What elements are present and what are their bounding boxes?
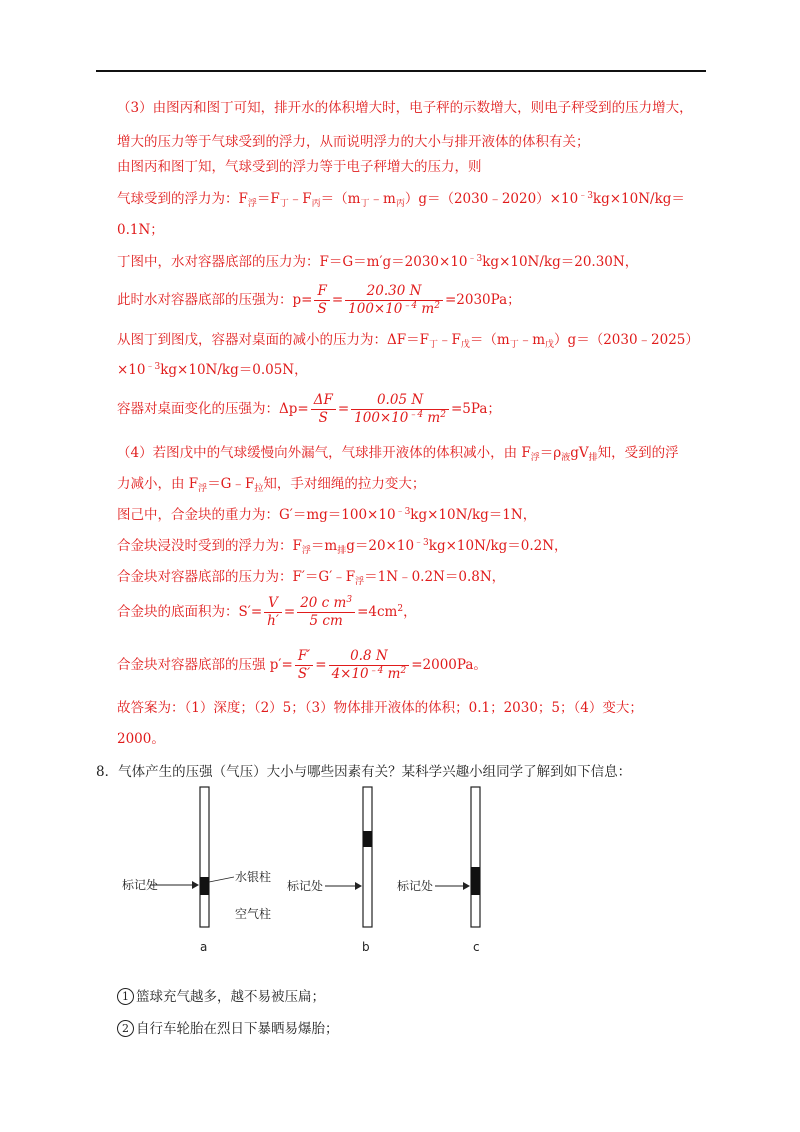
info-item-1 (117, 987, 325, 1007)
mark-label-a: 标记处 (122, 878, 159, 892)
answer-line-7: 此时水对容器底部的压强为：p= $\frac{F}{S}$ = $\frac{20.30 N}{100\times 10^{﹣4} m^2}$ =2030Pa； (117, 283, 521, 317)
tube-a (200, 787, 209, 927)
answer-line-6: 丁图中，水对容器底部的压力为：$F=G=m'g=2030\times 10^{﹣3}kg\times 10N/kg=20.30N$， (117, 254, 639, 270)
answer-line-16: 合金块的底面积为：S′= $\frac{V}{h'}$ = $\frac{20 c m^3}{5 cm}$ $=4cm^2$， (117, 595, 417, 629)
info-item-2 (117, 1019, 339, 1039)
answer-line-4: 气球受到的浮力为：$F_浮=F_丁﹣F_丙=(m_丁﹣m_丙)g=(2030﹣2020)\times 10^{﹣3}kg\times 10N/kg=$ (117, 191, 685, 209)
answer-line-10: 容器对桌面变化的压强为：Δp= $\frac{\Delta F}{S}$ = $\frac{0.05 N}{100\times 10^{﹣4} m^2}$ =5Pa； (117, 392, 501, 426)
mercury-column-a (200, 877, 209, 895)
info-item-text: 自行车轮胎在烈日下暴晒易爆胎； (136, 1021, 339, 1037)
answer-line-5: 0.1N； (117, 222, 164, 238)
answer-line-17: 合金块对容器底部的压强 p′= $\frac{F'}{S'}$ = $\frac{0.8 N}{4\times 10^{﹣4} m^2}$ =2000Pa。 (117, 648, 487, 682)
answer-line-15: 合金块对容器底部的压力为：$F'=G'﹣F_浮=1N﹣0.2N=0.8N$， (117, 569, 506, 587)
answer-line-1: （3）由图丙和图丁可知，排开水的体积增大时，电子秤的示数增大，则电子秤受到的压力增大， (117, 100, 693, 116)
answer-line-8: 从图丁到图戊，容器对桌面的减小的压力为：$\Delta F=F_丁﹣F_戊=(m_丁﹣m_戊)g=(2030﹣2025)$ (117, 332, 699, 350)
arrow-a-head (192, 881, 199, 889)
mercury-column-c (471, 867, 480, 895)
answer-line-14: 合金块浸没时受到的浮力为：$F_浮=m_排g=20\times 10^{﹣3}kg\times 10N/kg=0.2N$， (117, 538, 568, 556)
mark-label-c: 标记处 (397, 879, 434, 893)
mercury-column-b (363, 831, 372, 847)
answer-line-13: 图己中，合金块的重力为：$G'=mg=100\times 10^{﹣3}kg\times 10N/kg=1N$， (117, 507, 537, 523)
item-number-badge: 2 (117, 1020, 134, 1037)
tube-c (471, 787, 480, 927)
arrow-b-head (355, 882, 362, 890)
answer-summary-line-1: 故答案为：（1）深度；（2）5；（3）物体排开液体的体积；0.1；2030；5；（4）变大； (117, 700, 643, 716)
answer-line-11: （4）若图戊中的气球缓慢向外漏气，气球排开液体的体积减小，由 $F_浮=\rho_液gV_排$知，受到的浮 (117, 445, 679, 463)
mercury-leader-line (209, 877, 234, 882)
mark-label-b: 标记处 (287, 879, 324, 893)
caption-b: b (362, 940, 370, 954)
answer-line-9: $\times 10^{﹣3}kg\times 10N/kg=0.05N$， (117, 362, 308, 378)
tube-b (363, 787, 372, 927)
info-item-text: 篮球充气越多，越不易被压扁； (136, 989, 325, 1005)
caption-c: c (473, 940, 480, 954)
answer-line-3: 由图丙和图丁知，气球受到的浮力等于电子秤增大的压力，则 (117, 159, 482, 175)
air-column-label: 空气柱 (235, 907, 272, 921)
item-number-badge: 1 (117, 988, 134, 1005)
caption-a: a (200, 940, 208, 954)
question-8-text: 8．气体产生的压强（气压）大小与哪些因素有关？某科学兴趣小组同学了解到如下信息： (96, 764, 632, 780)
mercury-label: 水银柱 (235, 870, 272, 884)
answer-line-12: 力减小，由 $F_浮=G﹣F_拉$知，手对细绳的拉力变大； (117, 476, 426, 494)
header-rule (96, 70, 706, 72)
answer-summary-line-2: 2000。 (117, 731, 165, 747)
tube-figure (120, 785, 540, 955)
arrow-c-head (463, 882, 470, 890)
answer-line-2: 增大的压力等于气球受到的浮力，从而说明浮力的大小与排开液体的体积有关； (117, 134, 590, 150)
